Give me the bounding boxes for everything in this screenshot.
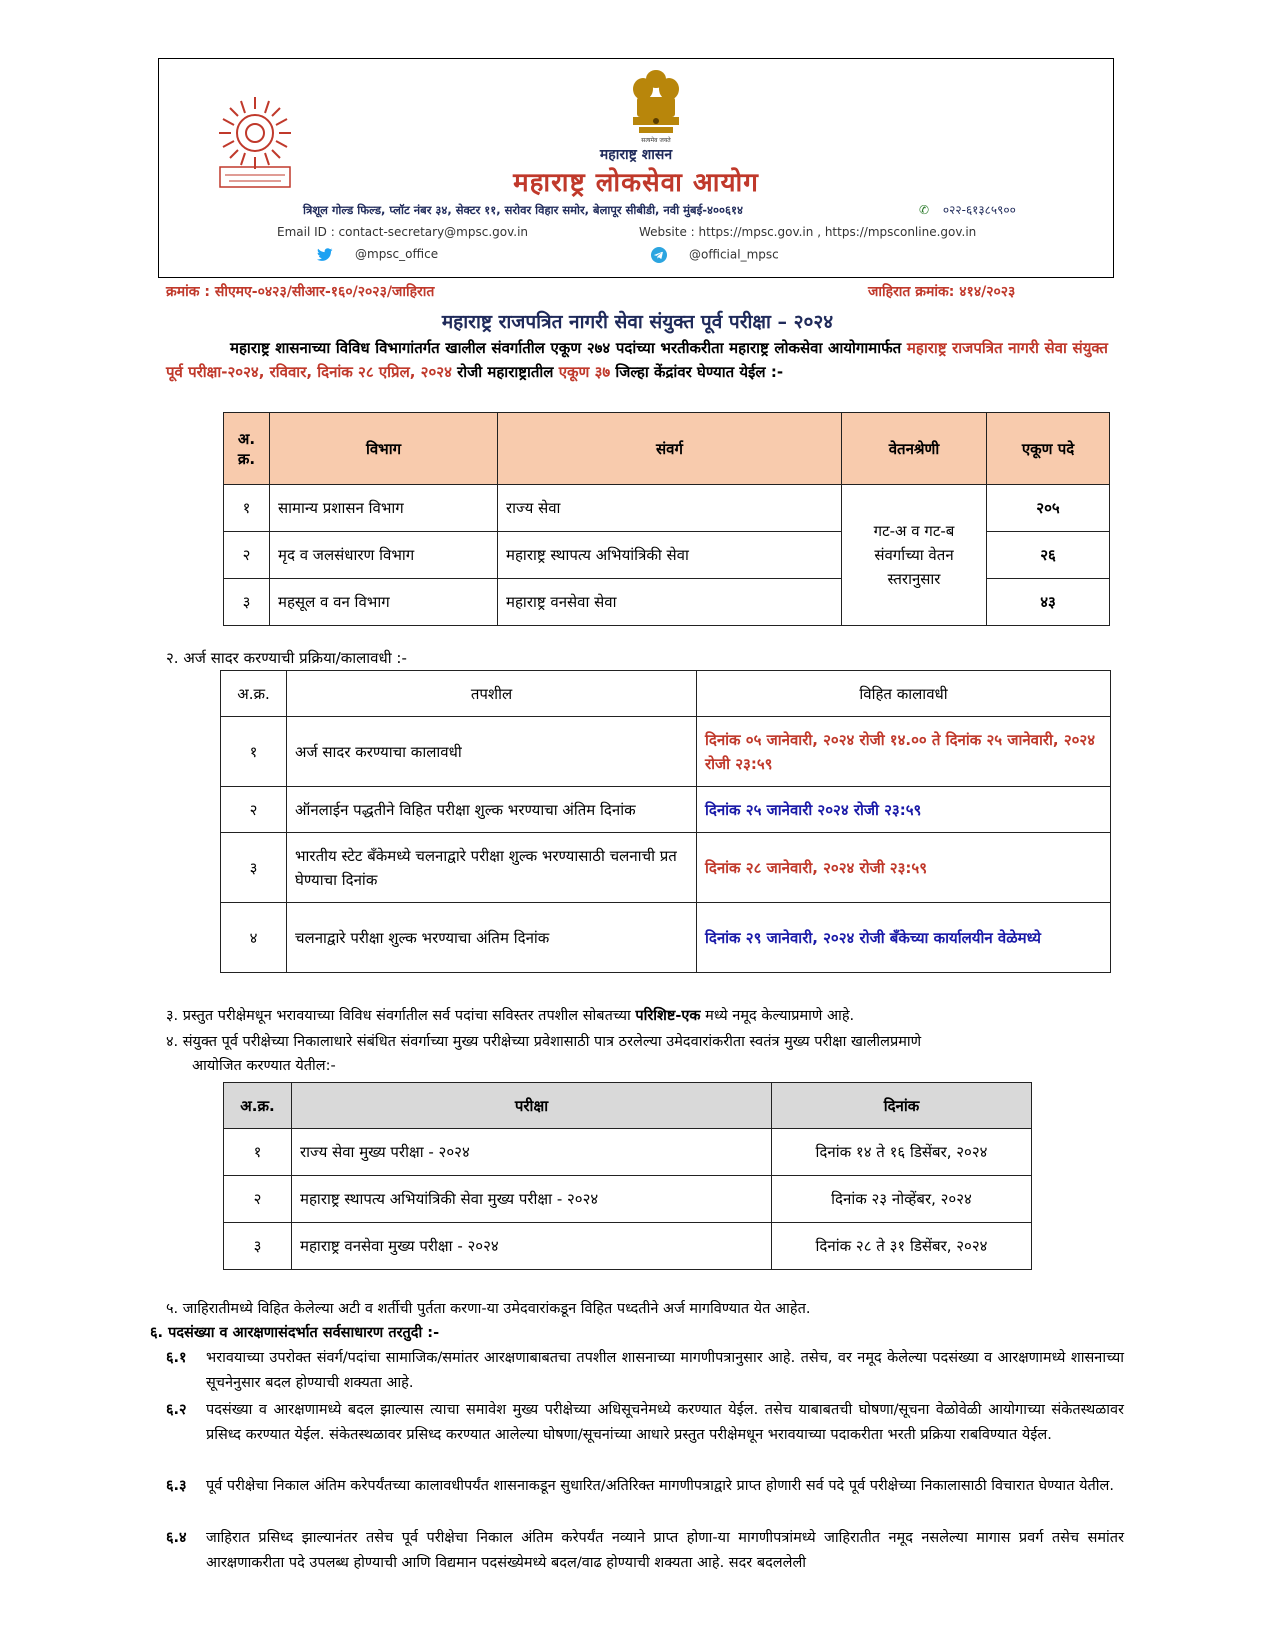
serial-cell: १ <box>224 485 270 532</box>
column-header: विहित कालावधी <box>697 671 1111 717</box>
period-cell: दिनांक ०५ जानेवारी, २०२४ रोजी १४.०० ते दिनांक २५ जानेवारी, २०२४ रोजी २३:५९ <box>697 717 1111 787</box>
column-header: अ.क्र. <box>224 1083 292 1129</box>
column-header: वेतनश्रेणी <box>842 413 987 485</box>
period-cell: दिनांक २८ जानेवारी, २०२४ रोजी २३:५९ <box>697 833 1111 903</box>
date-cell: दिनांक २८ ते ३१ डिसेंबर, २०२४ <box>772 1223 1032 1270</box>
posts-count-cell: ४३ <box>987 579 1110 626</box>
department-cell: सामान्य प्रशासन विभाग <box>270 485 498 532</box>
exam-cell: महाराष्ट्र स्थापत्य अभियांत्रिकी सेवा मुख्य परीक्षा - २०२४ <box>292 1176 772 1223</box>
section-3-text-end: मध्ये नमूद केल्याप्रमाणे आहे. <box>700 1008 855 1024</box>
department-cell: मृद व जलसंधारण विभाग <box>270 532 498 579</box>
phone-contact <box>919 201 1016 218</box>
posts-table <box>223 412 1110 626</box>
commission-name: महाराष्ट्र लोकसेवा आयोग <box>513 168 759 198</box>
date-cell: दिनांक २३ नोव्हेंबर, २०२४ <box>772 1176 1032 1223</box>
phone-icon: ✆ <box>919 203 930 217</box>
clause-number: ६.४ <box>166 1530 187 1546</box>
column-header: विभाग <box>270 413 498 485</box>
cadre-cell: राज्य सेवा <box>498 485 842 532</box>
table-row <box>221 717 1111 787</box>
twitter-handle: @mpsc_office <box>355 247 439 261</box>
phone-number: ०२२-६१३८५९०० <box>942 203 1016 217</box>
appendix-reference: परिशिष्ट-एक <box>635 1008 701 1024</box>
serial-cell: ३ <box>221 833 287 903</box>
section-2-heading: २. अर्ज सादर करण्याची प्रक्रिया/कालावधी :- <box>166 649 407 667</box>
reference-number: क्रमांक : सीएमए-०४२३/सीआर-१६०/२०२३/जाहिरात <box>166 284 435 300</box>
intro-text-1: महाराष्ट्र शासनाच्या विविध विभागांतर्गत खालील संवर्गातील एकूण २७४ पदांच्या भरतीकरीता महाराष्ट्र लोकसेवा आयोगामार्फत <box>230 339 907 357</box>
table-header-row <box>224 413 1110 485</box>
pay-scale-cell: गट-अ व गट-ब संवर्गाच्या वेतन स्तरानुसार <box>842 485 987 626</box>
clause-6-3 <box>166 1474 1124 1499</box>
section-4 <box>166 1030 1116 1078</box>
detail-cell: चलनाद्वारे परीक्षा शुल्क भरण्याचा अंतिम दिनांक <box>287 903 697 973</box>
table-row <box>224 1176 1032 1223</box>
posts-count-cell: २०५ <box>987 485 1110 532</box>
department-cell: महसूल व वन विभाग <box>270 579 498 626</box>
clause-number: ६.२ <box>166 1402 187 1418</box>
letterhead <box>158 58 1114 278</box>
section-3-text: ३. प्रस्तुत परीक्षेमधून भरावयाच्या विविध संवर्गातील सर्व पदांचा सविस्तर तपशील सोबतच्या <box>166 1008 636 1024</box>
serial-cell: ३ <box>224 1223 292 1270</box>
ashoka-emblem-icon <box>621 65 691 145</box>
page-title: महाराष्ट्र राजपत्रित नागरी सेवा संयुक्त पूर्व परीक्षा – २०२४ <box>441 311 834 333</box>
detail-cell: अर्ज सादर करण्याचा कालावधी <box>287 717 697 787</box>
telegram-handle: @official_mpsc <box>689 247 779 262</box>
table-header-row <box>224 1083 1032 1129</box>
website-links[interactable]: Website : https://mpsc.gov.in , https://mpsconline.gov.in <box>639 225 977 239</box>
detail-cell: भारतीय स्टेट बँकेमध्ये चलनाद्वारे परीक्षा शुल्क भरण्यासाठी चलनाची प्रत घेण्याचा दिनांक <box>287 833 697 903</box>
twitter-icon <box>317 248 333 262</box>
table-row <box>221 787 1111 833</box>
table-header-row <box>221 671 1111 717</box>
serial-cell: २ <box>224 1176 292 1223</box>
clause-text: पदसंख्या व आरक्षणामध्ये बदल झाल्यास त्याचा समावेश मुख्य परीक्षेच्या अधिसूचनेमध्ये करण्यात येईल. तसेच याबाबतची घोषणा/सूचना वेळोवेळी आयोगाच्या संकेतस्थळावर प्रसिध्द करण्यात येईल. संकेतस्थळावर प्रसिध्द करण्यात आलेल्या घोषणा/सूचनांच्या आधारे प्रस्तुत परीक्षेमधून भरावयाच्या पदाकरीता भरती प्रक्रिया राबविण्यात येईल. <box>206 1402 1124 1443</box>
application-timeline-table <box>220 670 1111 973</box>
period-cell: दिनांक २९ जानेवारी, २०२४ रोजी बँकेच्या कार्यालयीन वेळेमध्ये <box>697 903 1111 973</box>
column-header: एकूण पदे <box>987 413 1110 485</box>
clause-number: ६.३ <box>166 1478 187 1494</box>
telegram-icon <box>651 247 667 263</box>
serial-cell: ३ <box>224 579 270 626</box>
column-header: तपशील <box>287 671 697 717</box>
intro-center-count: एकूण ३७ <box>558 363 611 381</box>
clause-6-4 <box>166 1526 1124 1576</box>
email-contact[interactable]: Email ID : contact-secretary@mpsc.gov.in <box>277 225 529 239</box>
serial-cell: ४ <box>221 903 287 973</box>
clause-text: भरावयाच्या उपरोक्त संवर्ग/पदांचा सामाजिक/समांतर आरक्षणाबाबतचा तपशील शासनाच्या मागणीपत्रानुसार आहे. तसेच, वर नमूद केलेल्या पदसंख्या व आरक्षणामध्ये शासनाच्या सूचनेनुसार बदल होण्याची शक्यता आहे. <box>206 1350 1124 1391</box>
column-header: अ.क्र. <box>221 671 287 717</box>
serial-cell: २ <box>224 532 270 579</box>
section-3 <box>166 1005 854 1025</box>
section-6-heading: ६. पदसंख्या व आरक्षणासंदर्भात सर्वसाधारण तरतुदी :- <box>150 1325 440 1341</box>
date-cell: दिनांक १४ ते १६ डिसेंबर, २०२४ <box>772 1129 1032 1176</box>
advertisement-number: जाहिरात क्रमांक: ४१४/२०२३ <box>868 284 1016 300</box>
table-row <box>224 1223 1032 1270</box>
section-5: ५. जाहिरातीमध्ये विहित केलेल्या अटी व शर्तीची पुर्तता करणा-या उमेदवारांकडून विहित पध्दतीने अर्ज मागविण्यात येत आहेत. <box>166 1301 811 1317</box>
table-row <box>224 1129 1032 1176</box>
table-row <box>224 485 1110 532</box>
clause-number: ६.१ <box>166 1350 187 1366</box>
intro-paragraph <box>166 336 1108 384</box>
intro-text-3: रोजी महाराष्ट्रातील <box>451 363 559 381</box>
intro-exam-date: महाराष्ट्र राजपत्रित नागरी सेवा संयुक्त पूर्व परीक्षा-२०२४, रविवार, दिनांक २८ एप्रिल, २०२४ <box>166 339 1108 381</box>
cadre-cell: महाराष्ट्र वनसेवा सेवा <box>498 579 842 626</box>
office-address: त्रिशूल गोल्ड फिल्ड, प्लॉट नंबर ३४, सेक्टर ११, सरोवर विहार समोर, बेलापूर सीबीडी, नवी मुंबई-४००६१४ <box>303 203 743 217</box>
telegram-contact[interactable] <box>651 247 779 263</box>
table-row <box>221 903 1111 973</box>
section-4-line-1: ४. संयुक्त पूर्व परीक्षेच्या निकालाधारे संबंधित संवर्गाच्या मुख्य परीक्षेच्या प्रवेशासाठी पात्र ठरलेल्या उमेदवारांकरीता स्वतंत्र मुख्य परीक्षा खालीलप्रमाणे <box>166 1034 922 1050</box>
cadre-cell: महाराष्ट्र स्थापत्य अभियांत्रिकी सेवा <box>498 532 842 579</box>
column-header: संवर्ग <box>498 413 842 485</box>
svg-text:सत्यमेव जयते: सत्यमेव जयते <box>641 137 671 144</box>
exam-cell: राज्य सेवा मुख्य परीक्षा - २०२४ <box>292 1129 772 1176</box>
clause-text: पूर्व परीक्षेचा निकाल अंतिम करेपर्यंतच्या कालावधीपर्यंत शासनाकडून सुधारित/अतिरिक्त मागणीपत्राद्वारे प्राप्त होणारी सर्व पदे पूर्व परीक्षेच्या निकालासाठी विचारात घेण्यात येतील. <box>206 1478 1114 1494</box>
clause-6-2 <box>166 1398 1124 1448</box>
column-header: दिनांक <box>772 1083 1032 1129</box>
serial-cell: २ <box>221 787 287 833</box>
exam-cell: महाराष्ट्र वनसेवा मुख्य परीक्षा - २०२४ <box>292 1223 772 1270</box>
clause-6-1 <box>166 1346 1124 1396</box>
posts-count-cell: २६ <box>987 532 1110 579</box>
mains-exam-table <box>223 1082 1032 1270</box>
detail-cell: ऑनलाईन पद्धतीने विहित परीक्षा शुल्क भरण्याचा अंतिम दिनांक <box>287 787 697 833</box>
section-4-line-2: आयोजित करण्यात येतील:- <box>192 1058 336 1074</box>
intro-text-5: जिल्हा केंद्रांवर घेण्यात येईल :- <box>610 363 784 381</box>
column-header: अ. क्र. <box>224 413 270 485</box>
government-name: महाराष्ट्र शासन <box>599 147 673 163</box>
twitter-contact[interactable] <box>317 247 438 262</box>
column-header: परीक्षा <box>292 1083 772 1129</box>
period-cell: दिनांक २५ जानेवारी २०२४ रोजी २३:५९ <box>697 787 1111 833</box>
table-row <box>221 833 1111 903</box>
clause-text: जाहिरात प्रसिध्द झाल्यानंतर तसेच पूर्व परीक्षेचा निकाल अंतिम करेपर्यंत नव्याने प्राप्त होणा-या मागणीपत्रांमध्ये जाहिरातीत नमूद नसलेल्या मागास प्रवर्ग तसेच समांतर आरक्षणाकरीता पदे उपलब्ध होण्याची आणि विद्यमान पदसंख्येमध्ये बदल/वाढ होण्याची शक्यता आहे. सदर बदललेली <box>206 1530 1124 1571</box>
serial-cell: १ <box>224 1129 292 1176</box>
serial-cell: १ <box>221 717 287 787</box>
